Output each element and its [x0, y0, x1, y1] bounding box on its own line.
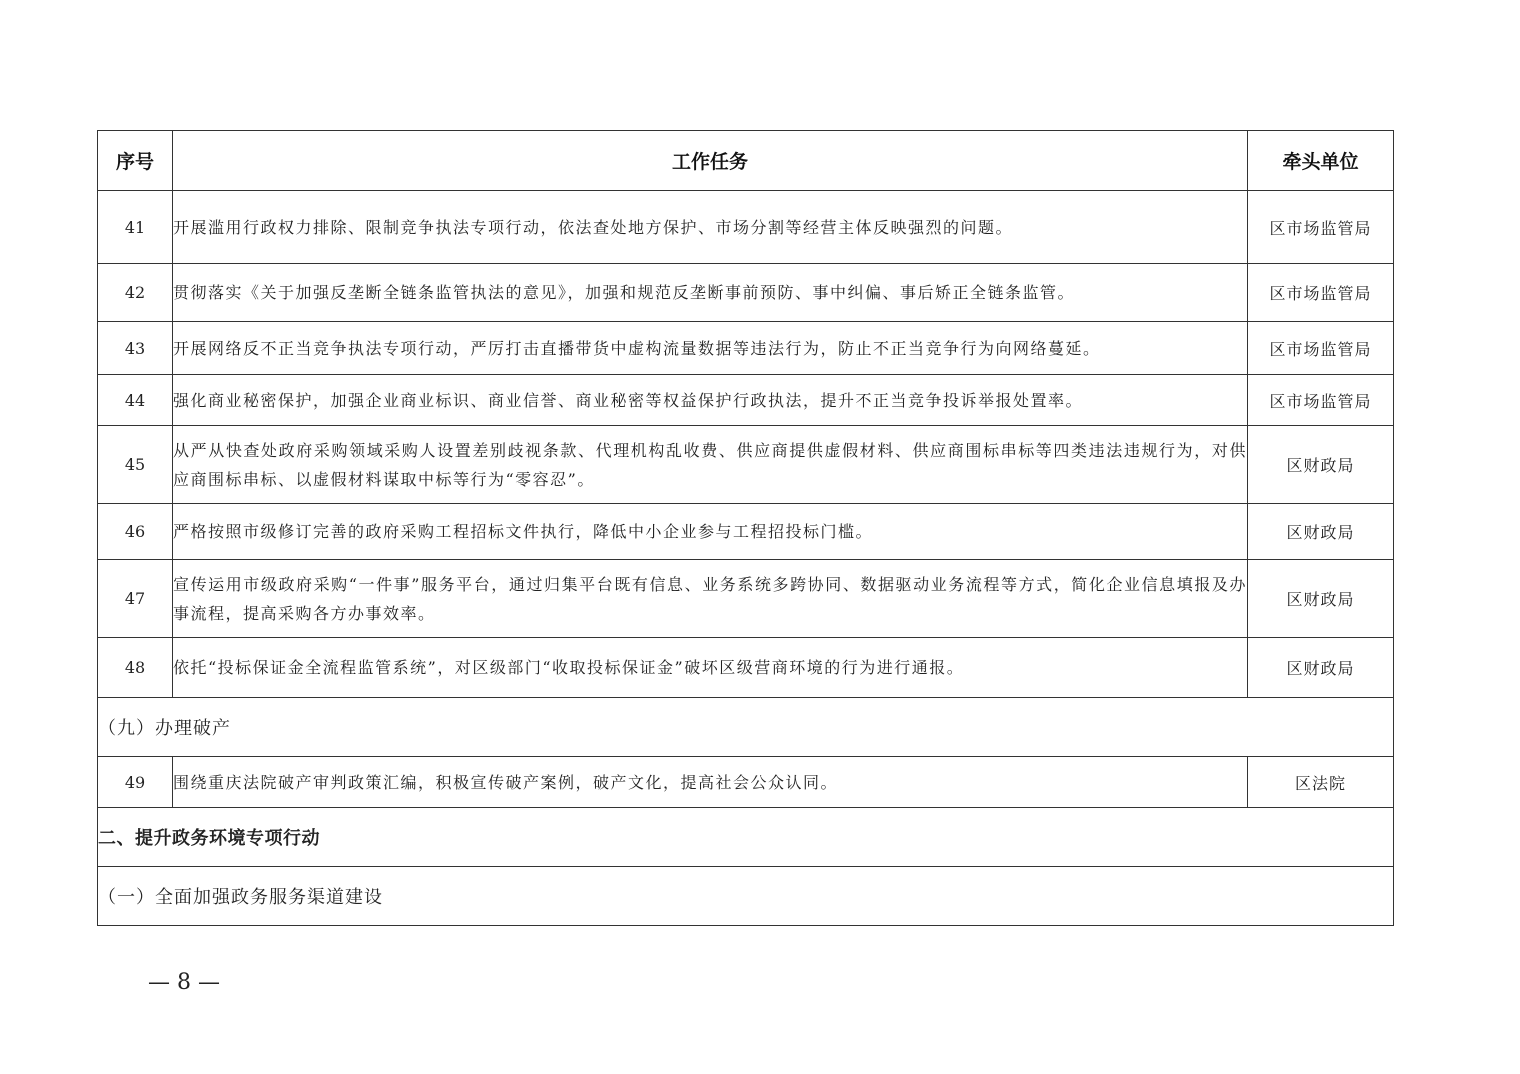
section-row	[98, 698, 1394, 757]
row-number: 42	[98, 264, 173, 322]
table-row	[98, 426, 1394, 504]
section-heading-bankruptcy: （九）办理破产	[98, 698, 1394, 757]
section-heading-gov-environment: 二、提升政务环境专项行动	[98, 808, 1394, 867]
row-number: 43	[98, 322, 173, 375]
row-task: 围绕重庆法院破产审判政策汇编，积极宣传破产案例，破产文化，提高社会公众认同。	[173, 757, 1248, 808]
row-unit: 区财政局	[1248, 560, 1394, 638]
row-task: 宣传运用市级政府采购“一件事”服务平台，通过归集平台既有信息、业务系统多跨协同、数据驱动业务流程等方式，简化企业信息填报及办事流程，提高采购各方办事效率。	[173, 560, 1248, 638]
row-task: 开展网络反不正当竞争执法专项行动，严厉打击直播带货中虚构流量数据等违法行为，防止不正当竞争行为向网络蔓延。	[173, 322, 1248, 375]
task-table	[97, 130, 1394, 926]
row-number: 46	[98, 504, 173, 560]
table-row	[98, 638, 1394, 698]
page-number: — 8 —	[148, 970, 220, 995]
table-row	[98, 375, 1394, 426]
table-row	[98, 504, 1394, 560]
row-number: 45	[98, 426, 173, 504]
table-row	[98, 191, 1394, 264]
row-task: 严格按照市级修订完善的政府采购工程招标文件执行，降低中小企业参与工程招投标门槛。	[173, 504, 1248, 560]
row-number: 48	[98, 638, 173, 698]
table-row	[98, 757, 1394, 808]
row-number: 41	[98, 191, 173, 264]
row-task: 从严从快查处政府采购领域采购人设置差别歧视条款、代理机构乱收费、供应商提供虚假材料、供应商围标串标等四类违法违规行为，对供应商围标串标、以虚假材料谋取中标等行为“零容忍”。	[173, 426, 1248, 504]
row-number: 47	[98, 560, 173, 638]
row-unit: 区财政局	[1248, 504, 1394, 560]
table-row	[98, 264, 1394, 322]
section-row	[98, 808, 1394, 867]
section-heading-service-channels: （一）全面加强政务服务渠道建设	[98, 867, 1394, 926]
row-number: 44	[98, 375, 173, 426]
table-row	[98, 560, 1394, 638]
row-unit: 区市场监管局	[1248, 322, 1394, 375]
row-unit: 区财政局	[1248, 638, 1394, 698]
row-unit: 区市场监管局	[1248, 264, 1394, 322]
section-row	[98, 867, 1394, 926]
row-unit: 区市场监管局	[1248, 375, 1394, 426]
row-unit: 区市场监管局	[1248, 191, 1394, 264]
table-header-row	[98, 131, 1394, 191]
row-task: 开展滥用行政权力排除、限制竞争执法专项行动，依法查处地方保护、市场分割等经营主体反映强烈的问题。	[173, 191, 1248, 264]
row-task: 贯彻落实《关于加强反垄断全链条监管执法的意见》，加强和规范反垄断事前预防、事中纠偏、事后矫正全链条监管。	[173, 264, 1248, 322]
row-unit: 区法院	[1248, 757, 1394, 808]
header-task: 工作任务	[173, 131, 1248, 191]
row-task: 依托“投标保证金全流程监管系统”，对区级部门“收取投标保证金”破坏区级营商环境的行为进行通报。	[173, 638, 1248, 698]
row-number: 49	[98, 757, 173, 808]
table-row	[98, 322, 1394, 375]
row-task: 强化商业秘密保护，加强企业商业标识、商业信誉、商业秘密等权益保护行政执法，提升不正当竞争投诉举报处置率。	[173, 375, 1248, 426]
header-unit: 牵头单位	[1248, 131, 1394, 191]
row-unit: 区财政局	[1248, 426, 1394, 504]
header-seq: 序号	[98, 131, 173, 191]
